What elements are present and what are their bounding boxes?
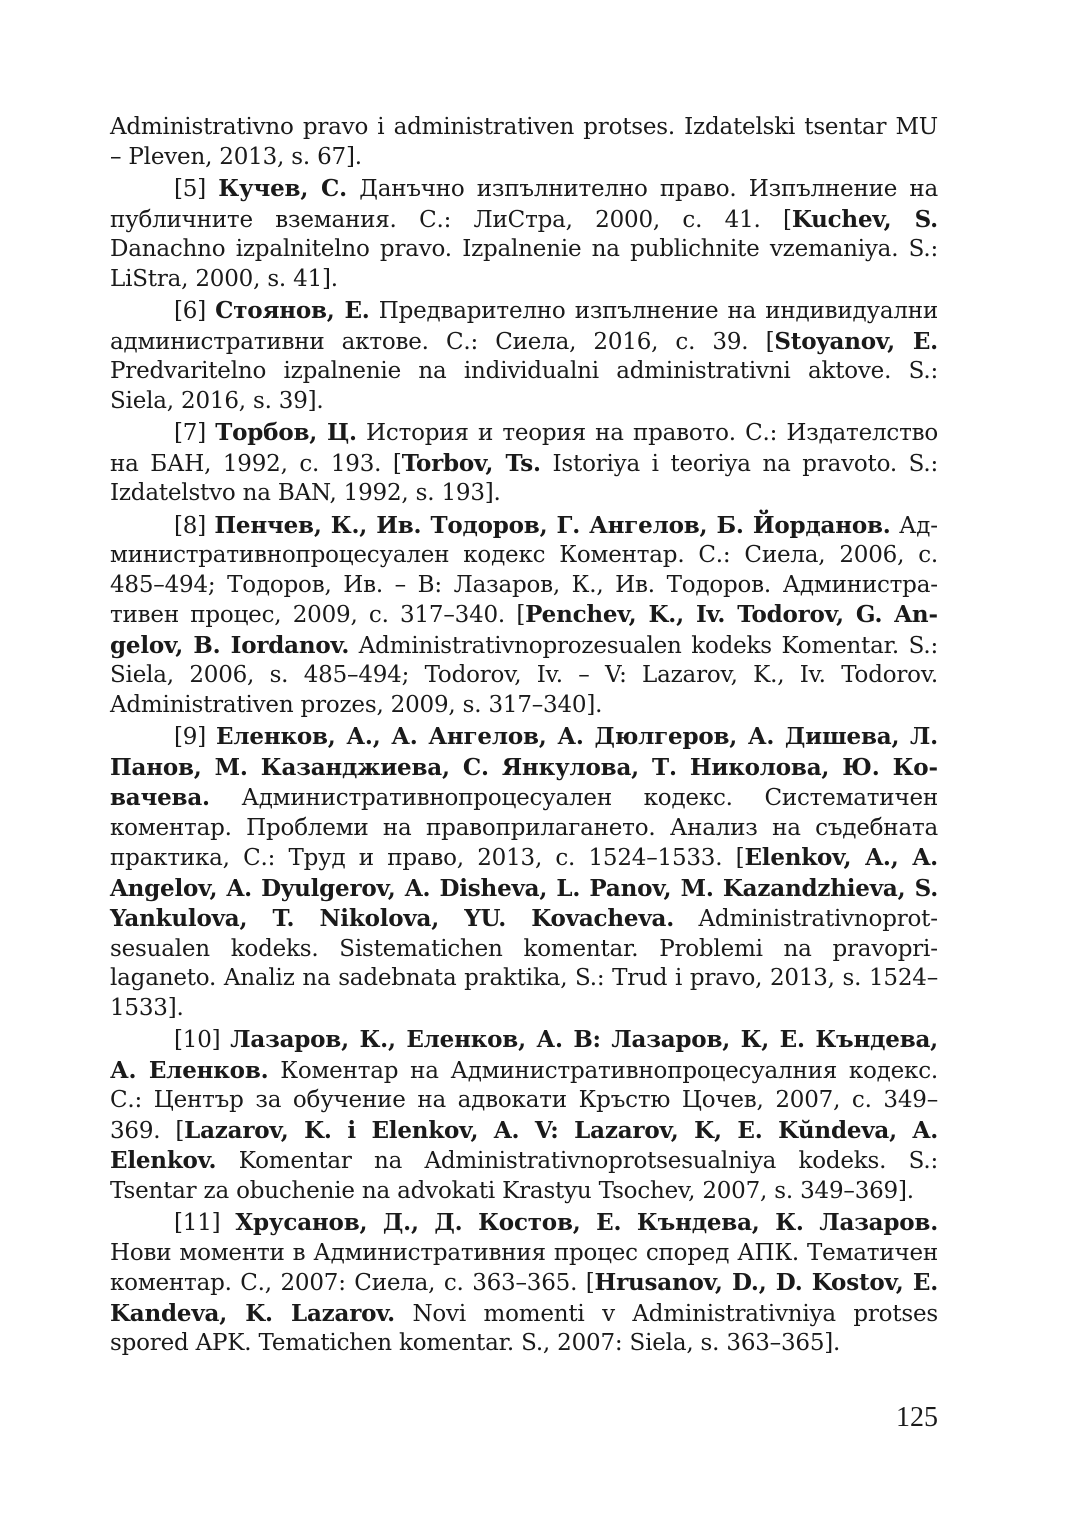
reference-number: [9] <box>174 724 217 750</box>
reference-continuation <box>110 113 938 172</box>
reference-text-en: Novi momenti v Administrativniya protses spored APK. Tematichen komentar. S., 2007: Siela, s. 363–365]. <box>110 1300 938 1356</box>
reference-list <box>110 113 938 1361</box>
reference-number: [5] <box>174 176 219 202</box>
reference-authors-bg: Стоянов, Е. <box>215 297 370 324</box>
reference-9 <box>110 722 938 1023</box>
reference-7 <box>110 418 938 509</box>
reference-authors-en: Lazarov, K. i Elenkov, A. V: Lazarov, K, E. Kŭndeva, A. Elenkov. <box>110 1116 938 1174</box>
reference-authors-en: Hrusanov, D., D. Kostov, E. Kandeva, K. Lazarov. <box>110 1269 938 1327</box>
reference-authors-bg: Лазаров, К., Еленков, А. В: Лазаров, К, Е. Къндева, А. Еленков. <box>110 1026 938 1084</box>
reference-11 <box>110 1208 938 1359</box>
reference-authors-bg: Хрусанов, Д., Д. Костов, Е. Къндева, К. Лазаров. <box>235 1209 939 1236</box>
reference-text-bg: Предварително изпълнение на индивидуални административни актове. С.: Сиела, 2016, с. 39. [ <box>110 298 939 355</box>
reference-text-en: Danachno izpalnitelno pravo. Izpalnenie na publichnite vzemaniya. S.: LiStra, 2000, s. 41]. <box>110 236 938 292</box>
reference-authors-en: Stoyanov, E. <box>774 327 938 355</box>
reference-text-bg: Данъчно изпълнително право. Изпълнение на публичните вземания. С.: ЛиСтра, 2000, с. 41. [ <box>110 176 939 233</box>
reference-number: [11] <box>174 1210 236 1236</box>
reference-10 <box>110 1025 938 1206</box>
reference-authors-en: Penchev, K., Iv. Todorov, G. Angelov, B. Iordanov. <box>110 601 939 659</box>
reference-number: [10] <box>174 1027 231 1053</box>
reference-6 <box>110 296 938 416</box>
reference-authors-bg: Пенчев, К., Ив. Тодоров, Г. Ангелов, Б. Йорданов. <box>214 511 891 539</box>
reference-text-bg: Административнопроцесуален кодекс Коментар. С.: Сиела, 2006, с. 485–494; Тодоров, Ив. – В: Лазаров, К., Ив. Тодоров. Административен процес, 2009, с. 317–340. [ <box>110 512 938 628</box>
page-number: 125 <box>896 1402 938 1433</box>
reference-number: [7] <box>174 420 216 446</box>
reference-text-en: Administrativnoprozesualen kodeks Komentar. S.: Siela, 2006, s. 485–494; Todorov, Iv. – V: Lazarov, K., Iv. Todorov. Administrativen prozes, 2009, s. 317–340]. <box>110 632 938 718</box>
reference-text: Administrativno pravo i administrativen protses. Izdatelski tsentar MU – Pleven, 2013, s. 67]. <box>110 114 938 170</box>
reference-text-en: Administrativnoprotsesualen kodeks. Sistematichen komentar. Problemi na pravoprilaganeto. Analiz na sadebnata praktika, S.: Trud i pravo, 2013, s. 1524–1533]. <box>110 906 938 1021</box>
reference-authors-bg: Кучев, С. <box>218 175 347 202</box>
reference-8 <box>110 511 938 721</box>
reference-text-bg: История и теория на правото. С.: Издателство на БАН, 1992, с. 193. [ <box>110 420 939 477</box>
reference-authors-bg: Торбов, Ц. <box>215 419 357 446</box>
reference-authors-en: Torbov, Ts. <box>401 449 541 477</box>
reference-authors-en: Kuchev, S. <box>791 205 938 233</box>
reference-authors-en: Elenkov, A., A. Angelov, A. Dyulgerov, A. Disheva, L. Panov, M. Kazandzhieva, S. Yankulova, T. Nikolova, YU. Kovacheva. <box>110 844 938 932</box>
reference-text-bg: Административнопроцесуален кодекс. Систематичен коментар. Проблеми на правоприлагането. Анализ на съдебната практика, С.: Труд и право, 2013, с. 1524–1533. [ <box>110 785 938 871</box>
reference-text-en: Komentar na Administrativnoprotsesualniya kodeks. S.: Tsentar za obuchenie na advokati Krastyu Tsochev, 2007, s. 349–369]. <box>110 1148 938 1204</box>
reference-text-bg: Коментар на Административнопроцесуалния кодекс. С.: Център за обучение на адвокати Кръстю Цочев, 2007, с. 349–369. [ <box>110 1057 938 1144</box>
reference-authors-bg: Еленков, А., А. Ангелов, А. Дюлгеров, А. Дишева, Л. Панов, М. Казанджиева, С. Янкулова, Т. Николова, Ю. Ковачева. <box>110 723 938 811</box>
reference-5 <box>110 174 938 294</box>
reference-text-en: Predvaritelno izpalnenie na individualni administrativni aktove. S.: Siela, 2016, s. 39]. <box>110 358 938 414</box>
reference-number: [8] <box>174 512 215 539</box>
reference-number: [6] <box>174 298 216 324</box>
reference-text-en: Istoriya i teoriya na pravoto. S.: Izdatelstvo na BAN, 1992, s. 193]. <box>110 450 939 506</box>
reference-text-bg: Нови моменти в Административния процес според АПК. Тематичен коментар. С., 2007: Сиела, с. 363–365. [ <box>110 1239 938 1296</box>
